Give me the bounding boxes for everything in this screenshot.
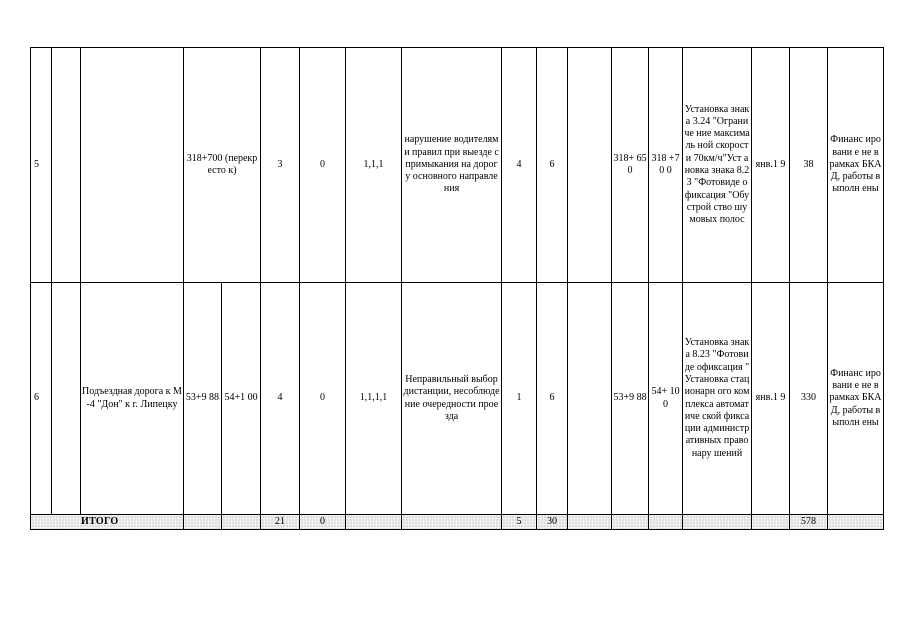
total-killed-count: 0 bbox=[300, 515, 346, 530]
value-col-12 bbox=[568, 283, 612, 515]
road-name bbox=[81, 48, 184, 283]
accident-cause: Неправильный выбор дистанции, несоблюдение очередности проезда bbox=[402, 283, 502, 515]
row-number: 6 bbox=[31, 283, 52, 515]
accident-count: 4 bbox=[261, 283, 300, 515]
row-number: 5 bbox=[31, 48, 52, 283]
empty-cell bbox=[828, 515, 884, 530]
empty-cell bbox=[52, 48, 81, 283]
accident-table bbox=[30, 47, 884, 530]
measures-description: Установка знака 8.23 "Фотовиде офиксация " Установка стационарн ого комплекса автоматиче ской фиксации администр ативных правонару шений bbox=[683, 283, 752, 515]
total-row bbox=[31, 515, 884, 530]
empty-cell bbox=[184, 515, 222, 530]
table-row bbox=[31, 283, 884, 515]
measure-cost: 330 bbox=[790, 283, 828, 515]
measure-km-from: 318+ 650 bbox=[612, 48, 649, 283]
measure-cost: 38 bbox=[790, 48, 828, 283]
location-km-start: 53+9 88 bbox=[184, 283, 222, 515]
location-km-end: 54+1 00 bbox=[222, 283, 261, 515]
total-cost: 578 bbox=[790, 515, 828, 530]
measure-date: янв.1 9 bbox=[752, 283, 790, 515]
empty-cell bbox=[683, 515, 752, 530]
empty-cell bbox=[402, 515, 502, 530]
empty-cell bbox=[222, 515, 261, 530]
value-col-12 bbox=[568, 48, 612, 283]
empty-cell bbox=[568, 515, 612, 530]
measure-km-to: 54+ 100 bbox=[649, 283, 683, 515]
value-col-11: 6 bbox=[537, 283, 568, 515]
road-name: Подъездная дорога к М-4 "Дон" к г. Липецку bbox=[81, 283, 184, 515]
empty-cell bbox=[649, 515, 683, 530]
measure-date: янв.1 9 bbox=[752, 48, 790, 283]
measures-description: Установка знака 3.24 "Ограниче ние максималь ной скорости 70км/ч"Уст ановка знака 8.23 "Фотовиде офиксация "Обустрой ство шумовых полос bbox=[683, 48, 752, 283]
empty-cell bbox=[752, 515, 790, 530]
total-col-11: 30 bbox=[537, 515, 568, 530]
accident-count: 3 bbox=[261, 48, 300, 283]
value-col-11: 6 bbox=[537, 48, 568, 283]
injured-list: 1,1,1,1 bbox=[346, 283, 402, 515]
location-km: 318+700 (перекресто к) bbox=[184, 48, 261, 283]
total-col-10: 5 bbox=[502, 515, 537, 530]
measure-km-to: 318 +70 0 bbox=[649, 48, 683, 283]
injured-list: 1,1,1 bbox=[346, 48, 402, 283]
financing-note: Финанс ировани е не в рамках БКАД, работы выполн ены bbox=[828, 283, 884, 515]
measure-km-from: 53+9 88 bbox=[612, 283, 649, 515]
empty-cell bbox=[346, 515, 402, 530]
value-col-10: 4 bbox=[502, 48, 537, 283]
total-accident-count: 21 bbox=[261, 515, 300, 530]
financing-note: Финанс ировани е не в рамках БКАД, работы выполн ены bbox=[828, 48, 884, 283]
value-col-10: 1 bbox=[502, 283, 537, 515]
total-label: ИТОГО bbox=[31, 515, 184, 530]
killed-count: 0 bbox=[300, 283, 346, 515]
table-row bbox=[31, 48, 884, 283]
accident-cause: нарушение водителями правил при выезде с примыкания на дорогу основного направления bbox=[402, 48, 502, 283]
empty-cell bbox=[52, 283, 81, 515]
empty-cell bbox=[612, 515, 649, 530]
killed-count: 0 bbox=[300, 48, 346, 283]
